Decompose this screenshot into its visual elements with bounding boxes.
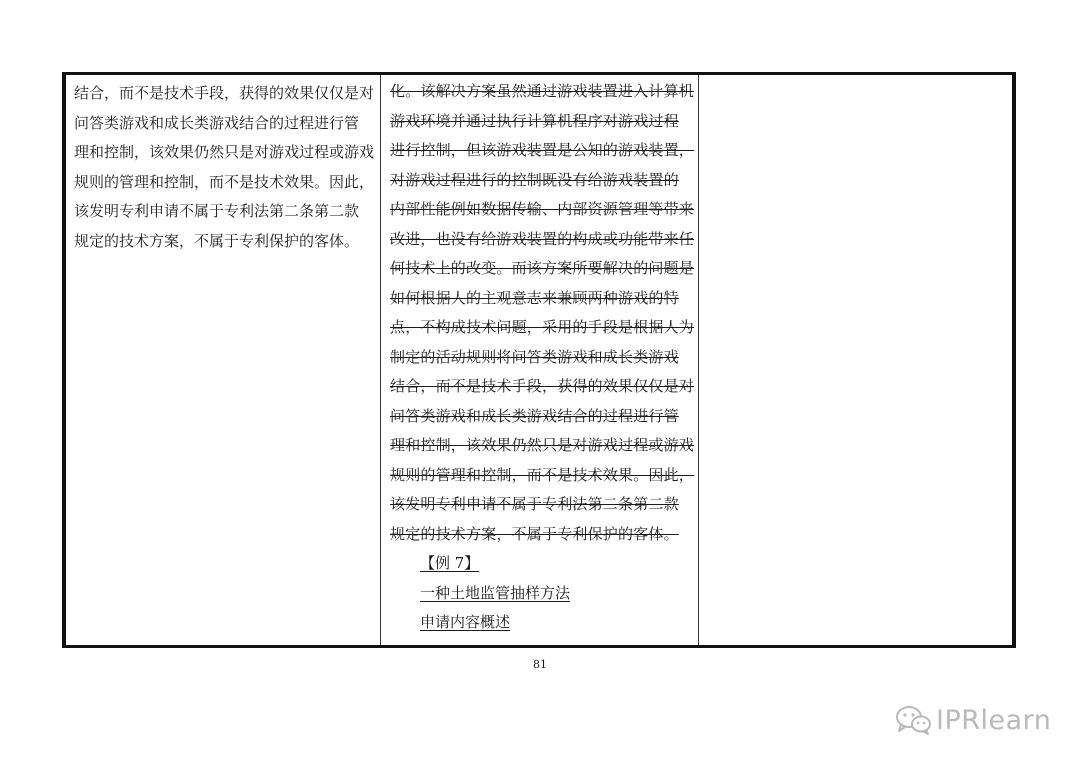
deleted-line: 对游戏过程进行的控制既没有给游戏装置的 (390, 170, 679, 189)
deleted-line: 问答类游戏和成长类游戏结合的过程进行管 (390, 406, 679, 425)
left-line: 理和控制，该效果仍然只是对游戏过程或游戏 (74, 143, 375, 161)
column-divider-2 (698, 75, 699, 645)
deleted-line: 点，不构成技术问题，采用的手段是根据人为 (390, 318, 695, 336)
deleted-line: 内部性能例如数据传输、内部资源管理等带来 (390, 200, 695, 218)
deleted-line: 规定的技术方案，不属于专利保护的客体。 (390, 524, 679, 543)
added-example-title: 一种土地监管抽样方法 (420, 583, 571, 602)
deleted-line: 游戏环境并通过执行计算机程序对游戏过程 (390, 111, 679, 130)
watermark-text: IPRlearn (936, 704, 1052, 736)
left-column-text (74, 79, 374, 256)
page-number: 81 (533, 658, 547, 671)
deleted-line: 改进，也没有给游戏装置的构成或功能带来任 (390, 229, 695, 248)
column-divider-1 (380, 75, 381, 645)
deleted-line: 规则的管理和控制，而不是技术效果。因此， (390, 465, 695, 484)
deleted-line: 进行控制，但该游戏装置是公知的游戏装置， (390, 141, 695, 159)
left-line: 规定的技术方案，不属于专利保护的客体。 (74, 231, 360, 250)
deleted-line: 如何根据人的主观意志来兼顾两种游戏的特 (390, 288, 679, 307)
wechat-icon (894, 703, 932, 737)
watermark (894, 700, 1051, 740)
left-line: 结合，而不是技术手段，获得的效果仅仅是对 (74, 84, 375, 102)
left-line: 该发明专利申请不属于专利法第二条第二款 (74, 202, 360, 220)
deleted-line: 制定的活动规则将问答类游戏和成长类游戏 (390, 347, 679, 366)
deleted-line: 结合，而不是技术手段，获得的效果仅仅是对 (390, 377, 695, 395)
added-section-heading: 申请内容概述 (420, 613, 511, 631)
deleted-line: 何技术上的改变。而该方案所要解决的问题是 (390, 259, 695, 277)
left-line: 问答类游戏和成长类游戏结合的过程进行管 (74, 113, 360, 132)
deleted-line: 化。该解决方案虽然通过游戏装置进入计算机 (390, 82, 695, 100)
deleted-line: 该发明专利申请不属于专利法第二条第二款 (390, 495, 679, 513)
comparison-table (62, 72, 1016, 648)
left-line: 规则的管理和控制，而不是技术效果。因此， (74, 172, 375, 191)
middle-column-text (390, 77, 694, 638)
deleted-line: 理和控制，该效果仍然只是对游戏过程或游戏 (390, 436, 695, 454)
added-example-heading: 【例 7】 (420, 554, 480, 572)
